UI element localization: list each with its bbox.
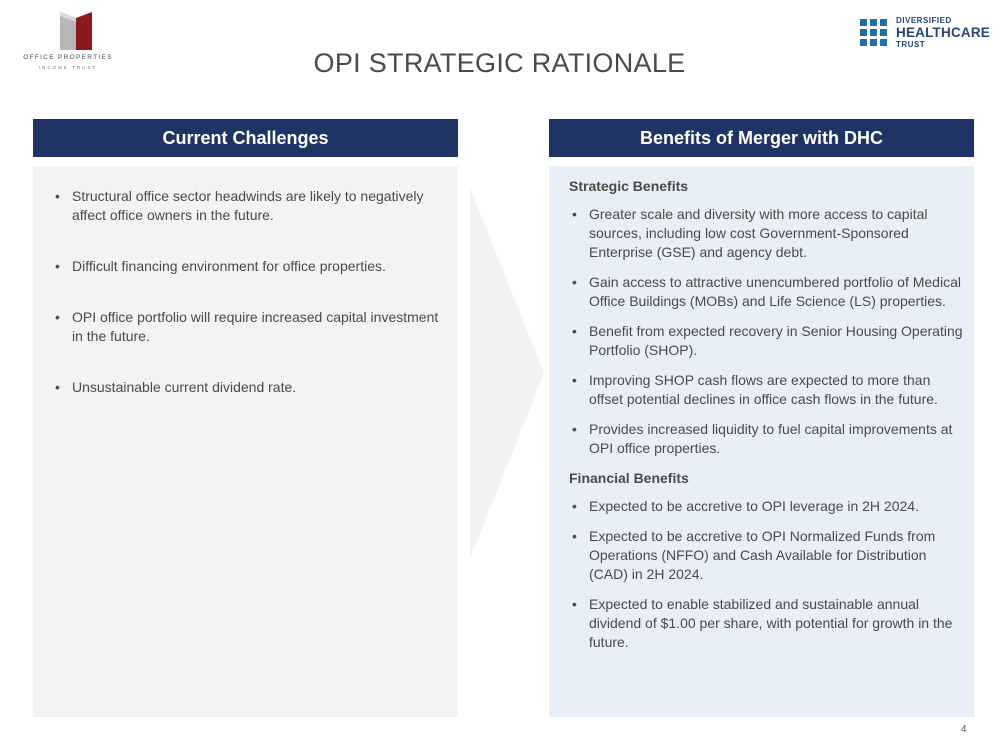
page-title: OPI STRATEGIC RATIONALE xyxy=(313,48,686,78)
current-challenges-header: Current Challenges xyxy=(33,119,458,157)
chevron-right-arrow-icon xyxy=(470,188,544,558)
challenges-list xyxy=(52,187,447,429)
list-item: • Provides increased liquidity to fuel capital improvements at OPI office properties. xyxy=(569,420,964,458)
dhc-logo-grid-icon xyxy=(860,19,888,47)
list-item: • Benefit from expected recovery in Senior Housing Operating Portfolio (SHOP). xyxy=(569,322,964,360)
opi-logo-subtitle: INCOME TRUST xyxy=(38,65,98,70)
financial-benefits-title: Financial Benefits xyxy=(569,470,689,486)
opi-logo-mark-icon xyxy=(56,12,96,50)
dhc-logo-line1: DIVERSIFIED xyxy=(896,16,952,25)
list-item: • OPI office portfolio will require increased capital investment in the future. xyxy=(52,308,447,346)
dhc-logo-text xyxy=(896,17,990,49)
strategic-benefits-list xyxy=(569,205,964,458)
list-item: • Expected to enable stabilized and sustainable annual dividend of $1.00 per share, with potential for growth in the future. xyxy=(569,595,964,652)
dhc-logo xyxy=(860,17,990,51)
merger-benefits-content xyxy=(569,177,964,663)
financial-benefits-list xyxy=(569,497,964,652)
list-item: • Unsustainable current dividend rate. xyxy=(52,378,447,397)
list-item: • Improving SHOP cash flows are expected to more than offset potential declines in office cash flows in the future. xyxy=(569,371,964,409)
list-item: • Gain access to attractive unencumbered portfolio of Medical Office Buildings (MOBs) and Life Science (LS) properties. xyxy=(569,273,964,311)
list-item: • Greater scale and diversity with more access to capital sources, including low cost Government-Sponsored Enterprise (GSE) and agency debt. xyxy=(569,205,964,262)
opi-logo-name: OFFICE PROPERTIES xyxy=(23,54,113,61)
list-item: • Structural office sector headwinds are likely to negatively affect office owners in the future. xyxy=(52,187,447,225)
dhc-logo-line2: HEALTHCARE xyxy=(896,25,990,40)
list-item: • Expected to be accretive to OPI Normalized Funds from Operations (NFFO) and Cash Available for Distribution (CAD) in 2H 2024. xyxy=(569,527,964,584)
page-number: 4 xyxy=(961,724,967,735)
list-item: • Difficult financing environment for office properties. xyxy=(52,257,447,276)
list-item: • Expected to be accretive to OPI leverage in 2H 2024. xyxy=(569,497,964,516)
dhc-logo-line3: TRUST xyxy=(896,39,926,49)
merger-benefits-header: Benefits of Merger with DHC xyxy=(549,119,974,157)
strategic-benefits-title: Strategic Benefits xyxy=(569,178,689,194)
